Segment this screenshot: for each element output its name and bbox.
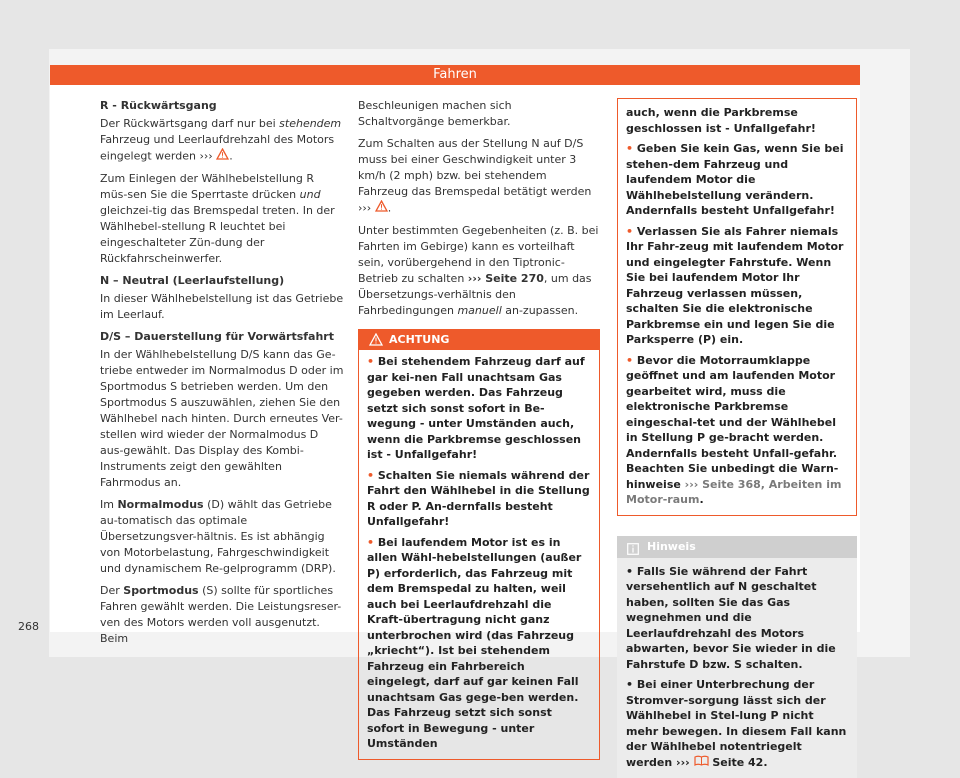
text: Schalten Sie niemals während der Fahrt den Wählhebel in die Stellung R oder P. An-dernfalls besteht Unfallgefahr! [367,469,590,529]
warning-continuation: auch, wenn die Parkbremse geschlossen ist - Unfallgefahr! [626,105,848,136]
emphasis: stehendem [279,117,341,130]
heading-neutral: N – Neutral (Leerlaufstellung) [100,273,344,289]
text: , um das Übersetzungs-verhältnis den Fahrbedingungen [358,272,592,317]
warning-item [367,535,591,752]
warning-title: ACHTUNG [389,333,449,346]
text: . [699,493,703,506]
text: . [229,150,233,163]
page-number: 268 [18,620,39,633]
book-icon[interactable] [694,755,709,771]
text: Der [100,584,123,597]
chapter-header: Fahren [50,65,860,85]
paragraph-c2-1: Beschleunigen machen sich Schaltvorgänge bemerkbar. [358,98,600,130]
column-2 [358,98,600,760]
hint-item: • Falls Sie während der Fahrt versehentlich auf N geschaltet haben, sollten Sie das Gas wegnehmen und die Leerlaufdrehzahl des Motors abwarten, bevor Sie wieder in die Fahrstufe D bzw. S schalten. [626,564,848,673]
text: Der Rückwärtsgang darf nur bei [100,117,279,130]
column-1 [100,98,344,653]
warning-triangle-icon[interactable] [375,200,388,217]
heading-drive: D/S – Dauerstellung für Vorwärtsfahrt [100,329,344,345]
text: (S) sollte für sportliches Fahren gewählt werden. Die Leistungsreser-ven des Motors werden voll ausgenutzt. Beim [100,584,341,645]
text: Bei laufendem Motor ist es in allen Wähl-hebelstellungen (außer P) erforderlich, das Fahrzeug mit dem Bremspedal zu halten, weil auch bei Leerlaufdrehzahl die Kraft-übertragung nicht ganz unterbrochen wird (das Fahrzeug „kriecht“). Ist bei stehendem Fahrzeug ein Fahrbereich eingelegt, darf auf gar keinen Fall unachtsam Gas gege-ben werden. Das Fahrzeug setzt sich sonst sofort in Bewegung - unter Umständen [367,536,581,751]
hint-title-bar [617,536,857,558]
text: Zum Schalten aus der Stellung N auf D/S muss bei einer Geschwindigkeit unter 3 km/h (2 mph) bzw. bei stehendem Fahrzeug das Bremspedal betätigt werden [358,137,591,198]
bullet-icon: • [626,225,633,238]
text: Bevor die Motorraumklappe geöffnet und am laufenden Motor gearbeitet wird, muss die elektronische Parkbremse eingeschal-tet und der Wählhebel in Stellung P ge-bracht werden. Andernfalls besteht Unfall-gefahr. Beachten Sie unbedingt die Warn-hinweise [626,354,838,491]
text: Zum Einlegen der Wählhebelstellung R müs-sen Sie die Sperrtaste drücken [100,172,314,201]
link-marker[interactable]: ››› [358,202,371,215]
text: Geben Sie kein Gas, wenn Sie bei stehen-dem Fahrzeug und laufendem Motor die Wählhebelstellung verändern. Andernfalls besteht Unfallgefahr! [626,142,843,217]
text: gleichzei-tig das Bremspedal treten. In der Wählhebel-stellung R leuchtet bei eingeschalteter Zün-dung der Rückfahrscheinwerfer. [100,204,335,265]
info-icon [627,541,639,563]
warning-box [358,329,600,760]
text: Bei stehendem Fahrzeug darf auf gar kei-nen Fall unachtsam Gas gegeben werden. Das Fahrzeug setzt sich sonst sofort in Be-wegung - unter Umständen auch, wenn die Parkbremse geschlossen ist - Unfallgefahr! [367,355,585,461]
warning-item [626,224,848,348]
column-3 [617,98,857,778]
paragraph-drive-3 [100,583,344,647]
paragraph-reverse-1 [100,116,344,165]
bullet-icon: • [367,355,374,368]
paragraph-drive-2 [100,497,344,577]
warning-triangle-icon[interactable] [216,148,229,165]
manual-page [50,65,860,632]
page-link-368[interactable]: ››› Seite 368, Arbeiten im Motor-raum [626,478,841,507]
warning-item [367,468,591,530]
hint-item: • Bei einer Unterbrechung der Stromver-sorgung lässt sich der Wählhebel in Stel-lung P nicht mehr bewegen. In diesem Fall kann der Wählhebel notentriegelt werden ››› Seite 42. [626,677,848,770]
paragraph-drive-1: In der Wählhebelstellung D/S kann das Ge-triebe entweder im Normalmodus D oder im Sportmodus S betrieben werden. Um den Sportmodus S auszuwählen, ziehen Sie den Wählhebel nach hinten. Durch erneutes Ver-stellen wird wieder der Normalmodus D aus-gewählt. Das Display des Kombi-Instruments zeigt den gewählten Fahrmodus an. [100,347,344,491]
page-link-270[interactable]: ››› Seite 270 [468,272,544,285]
link-marker[interactable]: ››› [676,756,690,769]
paragraph-neutral: In dieser Wählhebelstellung ist das Getriebe im Leerlauf. [100,291,344,323]
paragraph-c2-3 [358,223,600,319]
paragraph-c2-2 [358,136,600,217]
bullet-icon: • [626,142,633,155]
text: Verlassen Sie als Fahrer niemals Ihr Fahr-zeug mit laufendem Motor und eingelegter Fahrstufe. Wenn Sie bei laufendem Motor Ihr Fahrzeug verlassen müssen, schalten Sie die elektronische Parkbremse ein und legen Sie die Parksperre (P) ein. [626,225,843,347]
warning-item [626,353,848,508]
hint-box [617,536,857,778]
bullet-icon: • [367,536,374,549]
text: Fahrzeug und Leerlaufdrehzahl des Motors eingelegt werden [100,133,334,163]
text: an-zupassen. [502,304,578,317]
paragraph-reverse-2 [100,171,344,267]
term-normalmodus: Normalmodus [117,498,203,511]
text: Seite 42. [709,756,768,769]
hint-title: Hinweis [647,540,696,553]
warning-triangle-icon [369,333,383,353]
bullet-icon: • [367,469,374,482]
heading-reverse-gear: R - Rückwärtsgang [100,98,344,114]
bullet-icon: • [626,354,633,367]
emphasis: manuell [457,304,501,317]
link-marker[interactable]: ››› [199,150,212,163]
term-sportmodus: Sportmodus [123,584,198,597]
warning-item [626,141,848,219]
text: Im [100,498,117,511]
text: Unter bestimmten Gegebenheiten (z. B. bei Fahrten im Gebirge) kann es vorteilhaft sein, vorübergehend in den Tiptronic-Betrieb zu schalten [358,224,598,285]
text: (D) wählt das Getriebe au-tomatisch das optimale Übersetzungsver-hältnis. Es ist abhängig von Motorbelastung, Fahrgeschwindigkeit und dynamischem Re-gelprogramm (DRP). [100,498,336,575]
warning-title-bar [359,330,599,350]
warning-box-continued [617,98,857,516]
text: . [388,202,392,215]
warning-item [367,354,591,463]
text: Falls Sie während der Fahrt versehentlich auf N geschaltet haben, sollten Sie das Gas wegnehmen und die Leerlaufdrehzahl des Motors abwarten, bevor Sie wieder in die Fahrstufe D bzw. S schalten. [626,565,836,671]
text: Bei einer Unterbrechung der Stromver-sorgung lässt sich der Wählhebel in Stel-lung P nicht mehr bewegen. In diesem Fall kann der Wählhebel notentriegelt werden [626,678,846,769]
emphasis: und [300,188,321,201]
